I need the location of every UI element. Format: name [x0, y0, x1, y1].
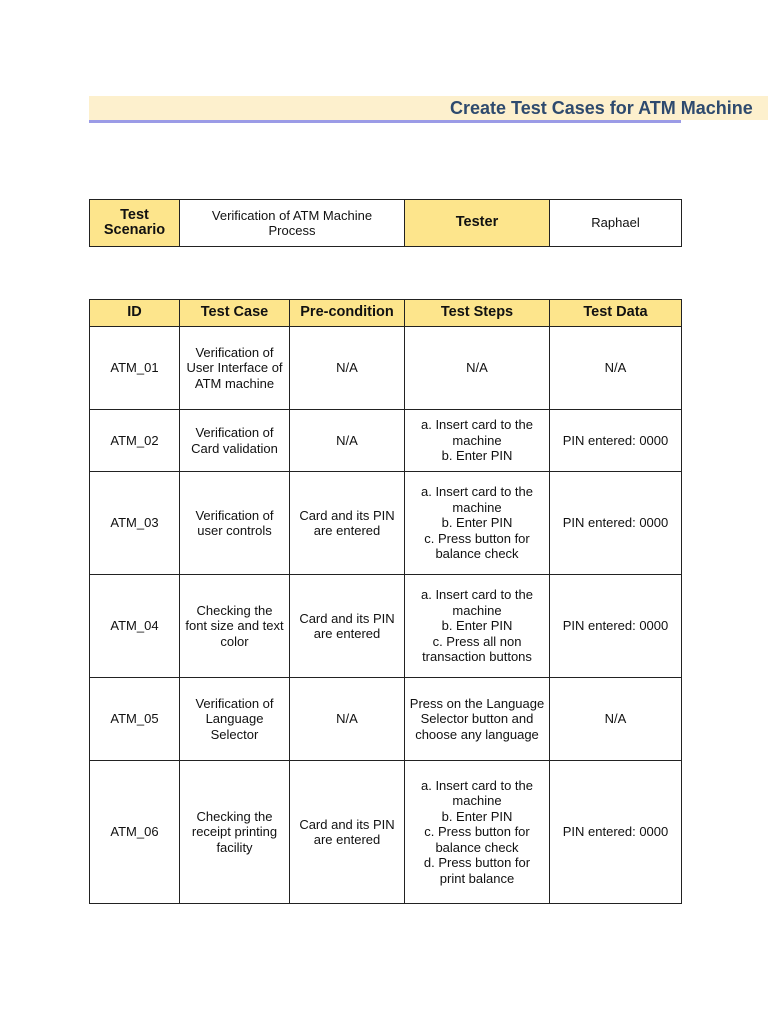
cell-test-steps-line: transaction buttons [422, 649, 532, 665]
cell-test-steps-line: Press on the Language [409, 695, 545, 711]
cell-test-case-line: user controls [197, 523, 272, 538]
cell-test-steps-line: a. Insert card to the [420, 777, 533, 793]
cell-precondition [290, 678, 405, 761]
cell-test-data-line: N/A [604, 711, 627, 727]
cell-test-case [180, 327, 290, 410]
cell-precondition [290, 575, 405, 678]
table-row [90, 678, 682, 761]
test-cases-body [90, 327, 682, 904]
cell-test-case-line: Verification of [195, 507, 274, 523]
cell-test-steps-line: balance check [435, 546, 519, 562]
cell-test-steps [405, 327, 550, 410]
cell-test-data [550, 678, 682, 761]
page-title: Create Test Cases for ATM Machine [450, 98, 753, 118]
cell-test-case-line: Selector [210, 726, 259, 742]
cell-test-case-line: ATM machine [194, 375, 275, 391]
cell-test-steps-line: machine [452, 602, 502, 618]
cell-test-case-line: font size and text [185, 618, 284, 634]
cell-test-data [550, 761, 682, 904]
cell-test-case [180, 575, 290, 678]
cell-test-case-line: Verification of [195, 425, 274, 440]
cell-test-data [550, 575, 682, 678]
scenario-label [90, 200, 180, 247]
scenario-value-line: Verification of ATM Machine [211, 207, 373, 223]
cell-test-steps-line: a. Insert card to the [420, 417, 533, 433]
title-area [89, 96, 753, 120]
column-header-id: ID [90, 300, 180, 327]
cell-test-data-line: PIN entered: 0000 [562, 515, 669, 531]
cell-test-data [550, 410, 682, 472]
cell-test-case-line: Verification of [195, 344, 274, 360]
cell-id: ATM_01 [90, 327, 180, 410]
cell-test-steps-line: print balance [439, 870, 515, 886]
cell-precondition-line: N/A [336, 711, 358, 727]
cell-test-case [180, 678, 290, 761]
cell-test-case [180, 472, 290, 575]
cell-precondition [290, 761, 405, 904]
cell-test-data-line: N/A [604, 360, 627, 376]
cell-test-steps-line: machine [452, 432, 502, 448]
cell-test-steps [405, 575, 550, 678]
table-row [90, 410, 682, 472]
cell-test-steps-line: c. Press button for [424, 824, 530, 840]
scenario-row [90, 200, 682, 247]
cell-test-steps-line: a. Insert card to the [420, 587, 533, 603]
cell-precondition-line: N/A [336, 360, 358, 376]
tester-label: Tester [405, 200, 550, 247]
column-header-test-steps: Test Steps [405, 300, 550, 327]
cell-test-case-line: color [220, 633, 249, 649]
cell-precondition [290, 327, 405, 410]
cell-test-data [550, 327, 682, 410]
cell-test-steps-line: machine [452, 499, 502, 515]
table-row [90, 761, 682, 904]
table-row [90, 575, 682, 678]
title-underline [89, 120, 681, 123]
tester-value: Raphael [550, 200, 682, 247]
cell-precondition [290, 410, 405, 472]
cell-test-data-line: PIN entered: 0000 [562, 824, 669, 840]
table-row [90, 327, 682, 410]
cell-test-steps-line: b. Enter PIN [441, 618, 513, 634]
cell-test-steps-line: balance check [435, 839, 519, 855]
cell-precondition-line: Card and its PIN [299, 610, 395, 626]
cell-test-data-line: PIN entered: 0000 [562, 432, 669, 448]
cell-test-case [180, 410, 290, 472]
cell-test-case-line: Checking the [196, 808, 273, 824]
cell-test-steps-line: choose any language [415, 726, 539, 742]
cell-test-steps-line: d. Press button for [423, 855, 531, 871]
scenario-label-line: Scenario [103, 222, 166, 238]
cell-test-data-line: PIN entered: 0000 [562, 618, 669, 634]
cell-test-case-line: facility [216, 839, 253, 855]
cell-id: ATM_05 [90, 678, 180, 761]
cell-test-steps-line: N/A [466, 360, 488, 376]
cell-id: ATM_03 [90, 472, 180, 575]
scenario-value-line: Process [268, 223, 316, 238]
column-header-test-case: Test Case [180, 300, 290, 327]
cell-precondition-line: N/A [336, 432, 358, 448]
cell-test-steps [405, 678, 550, 761]
test-cases-table [89, 299, 682, 904]
cell-precondition-line: Card and its PIN [299, 507, 395, 523]
column-header-test-data: Test Data [550, 300, 682, 327]
cell-id: ATM_02 [90, 410, 180, 472]
cell-test-steps-line: c. Press button for [424, 530, 530, 546]
cell-test-steps-line: a. Insert card to the [420, 484, 533, 500]
column-header-precondition: Pre-condition [290, 300, 405, 327]
cell-test-case [180, 761, 290, 904]
cell-precondition-line: are entered [313, 523, 381, 538]
cell-test-case-line: User Interface of [186, 360, 283, 376]
scenario-label-line: Test [120, 206, 149, 223]
cell-precondition-line: Card and its PIN [299, 816, 395, 832]
cell-test-data [550, 472, 682, 575]
cell-test-steps-line: machine [452, 793, 502, 809]
scenario-table [89, 199, 682, 247]
cell-test-case-line: Language [205, 711, 264, 727]
cell-id: ATM_04 [90, 575, 180, 678]
cell-test-case-line: Card validation [191, 440, 278, 456]
cell-test-steps [405, 410, 550, 472]
cell-id: ATM_06 [90, 761, 180, 904]
cell-test-steps-line: c. Press all non [432, 633, 522, 649]
cell-test-steps [405, 472, 550, 575]
cell-precondition-line: are entered [313, 626, 381, 641]
cell-test-case-line: receipt printing [191, 824, 278, 840]
cell-precondition-line: are entered [313, 832, 381, 847]
cell-test-steps-line: b. Enter PIN [441, 808, 513, 824]
cell-test-steps-line: Selector button and [420, 711, 534, 727]
cell-test-steps-line: b. Enter PIN [441, 448, 513, 464]
cell-test-case-line: Verification of [195, 695, 274, 711]
table-row [90, 472, 682, 575]
cell-test-case-line: Checking the [196, 602, 273, 618]
cell-test-steps [405, 761, 550, 904]
table-header-row [90, 300, 682, 327]
scenario-value [180, 200, 405, 247]
cell-precondition [290, 472, 405, 575]
cell-test-steps-line: b. Enter PIN [441, 515, 513, 531]
